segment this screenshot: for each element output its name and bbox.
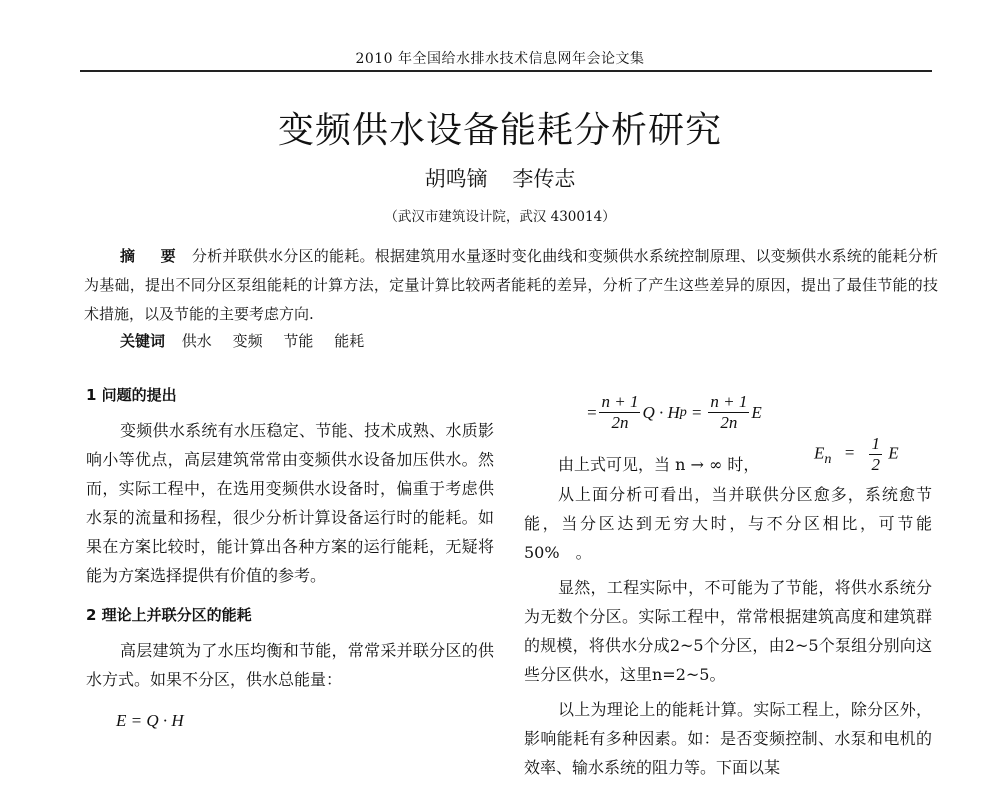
section-heading-1: 1 问题的提出 [86, 386, 177, 404]
section-heading-2: 2 理论上并联分区的能耗 [86, 606, 252, 624]
abstract-text: 分析并联供水分区的能耗。根据建筑用水量逐时变化曲线和变频供水系统控制原理、以变频供水系统的能耗分析为基础，提出不同分区泵组能耗的计算方法，定量计算比较两者能耗的差异，分析了产生这些差异的原因，提出了最佳节能的技术措施，以及节能的主要考虑方向. [84, 247, 938, 323]
fraction-numerator: n + 1 [601, 391, 639, 411]
author-1: 胡鸣镝 [424, 167, 488, 191]
author-2: 李传志 [512, 167, 576, 191]
fraction [708, 392, 749, 433]
left-column [86, 384, 494, 735]
keyword: 节能 [283, 332, 314, 350]
formula-term: E [751, 402, 762, 422]
fraction-numerator: n + 1 [710, 391, 748, 411]
limit-text: 由上式可见，当 n → ∞ 时， [558, 455, 760, 474]
fraction-denominator: 2n [720, 412, 738, 432]
fraction [869, 434, 882, 475]
fraction-denominator: 2 [871, 455, 880, 474]
total-energy-formula: E = Q · H [116, 711, 184, 730]
keywords [120, 330, 380, 351]
abstract [84, 242, 938, 329]
formula-term: E [888, 443, 899, 463]
keyword: 供水 [181, 332, 212, 350]
formula-eq: = [586, 402, 598, 422]
formula-eq: = [843, 443, 856, 463]
keyword: 能耗 [334, 332, 365, 350]
running-header: 2010 年全国给水排水技术信息网年会论文集 [355, 51, 645, 67]
right-paragraph-1: 从上面分析可看出，当并联供分区愈多，系统愈节能，当分区达到无穷大时，与不分区相比，可节能50% 。 [524, 485, 932, 562]
fraction [599, 392, 640, 433]
formula-eq: = [690, 402, 703, 422]
formula-term: E [814, 443, 825, 463]
affiliation: （武汉市建筑设计院，武汉 430014） [384, 209, 616, 225]
limit-formula [814, 434, 899, 475]
formula-term: Q · H [642, 402, 680, 422]
right-column [524, 384, 932, 788]
keywords-label: 关键词 [120, 332, 166, 350]
fraction-denominator: 2n [611, 412, 629, 432]
paper-title: 变频供水设备能耗分析研究 [277, 110, 722, 151]
abstract-label: 摘 要 [120, 247, 186, 265]
formula-subscript: p [679, 403, 687, 420]
fraction-numerator: 1 [871, 434, 880, 453]
authors [0, 163, 1000, 193]
limit-statement [524, 434, 932, 480]
section-1-paragraph: 变频供水系统有水压稳定、节能、技术成熟、水质影响小等优点，高层建筑常常由变频供水设备加压供水。然而，实际工程中，在选用变频供水设备时，偏重于考虑供水泵的流量和扬程，很少分析计算设备运行时的能耗。如果在方案比较时，能计算出各种方案的运行能耗，无疑将能为方案选择提供有价值的参考。 [86, 421, 494, 585]
section-2-paragraph: 高层建筑为了水压均衡和节能，常常采并联分区的供水方式。如果不分区，供水总能量： [86, 641, 494, 689]
right-paragraph-2: 显然，工程实际中，不可能为了节能，将供水系统分为无数个分区。实际工程中，常常根据建筑高度和建筑群的规模，将供水分成2~5个分区，由2~5个泵组分别向这些分区供水，这里n=2~5。 [524, 578, 932, 684]
formula-subscript: n [824, 450, 832, 467]
header-rule [80, 70, 932, 72]
keyword: 变频 [232, 332, 263, 350]
partition-energy-formula [524, 384, 932, 440]
right-paragraph-3: 以上为理论上的能耗计算。实际工程上，除分区外，影响能耗有多种因素。如：是否变频控制、水泵和电机的效率、输水系统的阻力等。下面以某 [524, 700, 932, 777]
